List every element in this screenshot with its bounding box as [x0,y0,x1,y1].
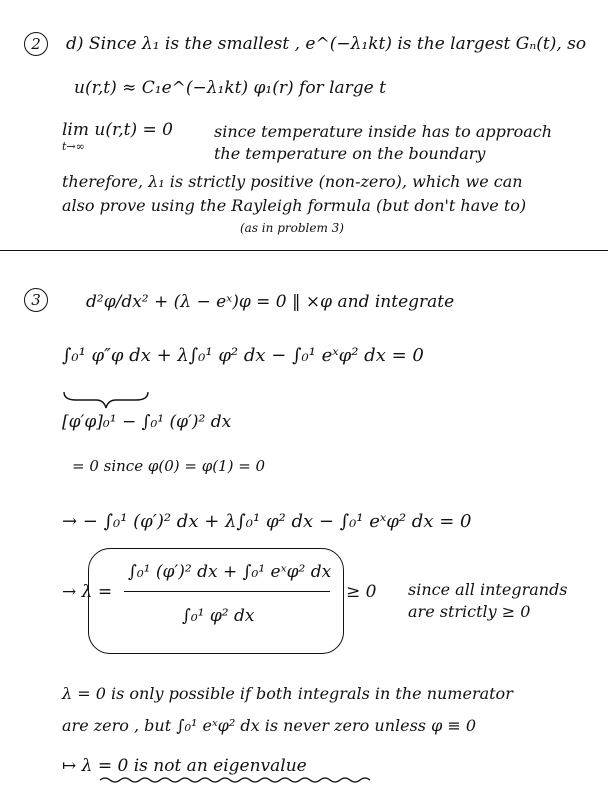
p3-conclusion-2: are zero , but ∫₀¹ eˣφ² dx is never zero unless φ ≡ 0 [62,716,477,735]
p2-lim-sub: t→∞ [62,140,85,153]
p3-ode: d²φ/dx² + (λ − eˣ)φ = 0 ‖ ×φ and integrate [86,292,455,312]
p3-final: ↦ λ = 0 is not an eigenvalue [62,756,307,776]
p3-since-2: are strictly ≥ 0 [408,602,531,621]
p2-lim-reason-2: the temperature on the boundary [214,144,486,163]
problem-2-number: 2 [24,32,48,56]
p3-conclusion-1: λ = 0 is only possible if both integrals in the numerator [62,684,513,703]
p3-since-1: since all integrands [408,580,568,599]
p3-geq: ≥ 0 [346,582,377,602]
p3-denominator: ∫₀¹ φ² dx [182,606,255,626]
p2-lim-reason-1: since temperature inside has to approach [214,122,552,141]
problem-3-number: 3 [24,288,48,312]
p3-by-parts: [φ′φ]₀¹ − ∫₀¹ (φ′)² dx [62,412,232,432]
p2-therefore-2: also prove using the Rayleigh formula (but don't have to) [62,196,527,215]
p2-lim-expr: lim u(r,t) = 0 [62,120,173,140]
wavy-underline [100,778,370,782]
p2-therefore-1: therefore, λ₁ is strictly positive (non-zero), which we can [62,172,523,191]
p3-lambda-lhs: → λ = [62,582,113,602]
p2-line-2: u(r,t) ≈ C₁e^(−λ₁kt) φ₁(r) for large t [74,78,386,98]
p3-integrated: ∫₀¹ φ″φ dx + λ∫₀¹ φ² dx − ∫₀¹ eˣφ² dx = 0 [62,345,424,366]
p2-line-1: d) Since λ₁ is the smallest , e^(−λ₁kt) is the largest Gₙ(t), so [66,34,587,54]
p3-arrow-line: → − ∫₀¹ (φ′)² dx + λ∫₀¹ φ² dx − ∫₀¹ eˣφ² dx = 0 [62,511,472,532]
p3-bc: = 0 since φ(0) = φ(1) = 0 [72,457,266,475]
p3-numerator: ∫₀¹ (φ′)² dx + ∫₀¹ eˣφ² dx [128,562,332,582]
p2-note: (as in problem 3) [240,221,344,235]
underbrace [64,392,148,408]
